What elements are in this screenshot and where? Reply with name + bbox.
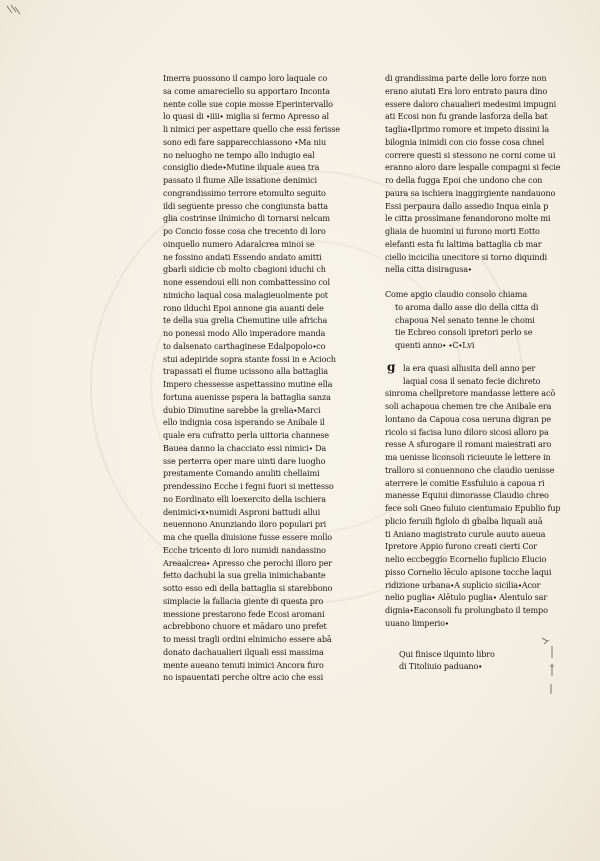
text-line: lo quasi di ∙iiii∙ miglia si fermo Apresso al [163, 111, 329, 122]
text-line: consiglio diede∙Mutine ilquale auea tra [163, 162, 320, 173]
guide-initial-letter: g [387, 359, 396, 374]
text-line: la era quasi allusita dell anno per [403, 362, 536, 373]
text-column-left [163, 72, 363, 684]
text-line: erano aiutati Era loro entrato paura dino [385, 85, 548, 96]
rubric-line: chapoua Nel senato tenne le chomi [395, 314, 535, 325]
text-line: prestamente Comando anuliti chellaimi [163, 468, 320, 479]
text-line: ati Ecosi non fu grande lasforza della bat [385, 111, 548, 122]
colophon-line: Qui finisce ilquinto libro [399, 648, 495, 659]
text-line: simplacie la fallacia giente di questa pro [163, 595, 324, 606]
text-line: manesse Equiui dimorasse Claudio chreo [385, 490, 549, 501]
text-line: oinquello numero Adaralcrea minoi se [163, 238, 315, 249]
chapter-rubric [385, 288, 585, 352]
text-line: no Eordinato elli loexercito della ischiera [163, 493, 326, 504]
text-line: passato il fiume Alle issatione denimici [163, 175, 317, 185]
text-line: sa come amareciello su apportaro Inconta [163, 85, 330, 96]
text-line: denimici∙x∙numidi Asproni battudi allui [163, 506, 321, 517]
rubric-line: tie Ecbreo consoli ipretori perlo se [395, 327, 533, 338]
text-line: taglia∙Ilprimo romore et impeto dissini la [385, 124, 549, 134]
text-line: gliaia de huomini ui furono morti Eotto [385, 226, 540, 236]
text-line: prendessino Ecche i fegni fuori si mettesso [163, 481, 334, 491]
text-line: le citta prossimane fenandorono molte mi [385, 213, 551, 224]
text-line: nimicho laqual cosa malagieuolmente pot [163, 289, 328, 300]
text-line: no ponessi modo Allo imperadore manda [163, 328, 326, 338]
text-line: none essendoui elli non combattessino col [163, 277, 330, 287]
text-line: ma uenisse liconsoli ricieuute le lettere in [385, 452, 551, 462]
text-line: fortuna auenisse pspera la battaglia sanza [163, 391, 331, 402]
text-line: lontano da Capoua cosa ueruna digran pe [385, 413, 551, 424]
text-line: fetto dachubi la sua grelia inimichabante [163, 570, 326, 581]
text-line: glia costrinse ilnimicho di tornarsi nelcam [163, 213, 330, 224]
chapter-paragraph [385, 359, 585, 630]
text-line: pisso Cornelio lēculo apisone tocche laqui [385, 566, 552, 577]
text-line: ti Aniano magistrato curule auuto aueua [385, 528, 546, 539]
text-line: Areaalcrea∙ Apresso che perochi illoro per [163, 557, 332, 568]
text-line: fece soli Gneo fuluio cientumaio Epublio fup [385, 503, 561, 513]
text-line: nelio eccbeggio Ecornelio fuplicio Elucio [385, 554, 547, 564]
text-line: ello indignia cosa isperando se Anibale il [163, 417, 325, 428]
text-line: paura sa ischiera inaggirgiente nandauono [385, 187, 556, 198]
colophon-line: di Titoliuio paduano∙ [399, 661, 483, 672]
text-line: ciello incicilia unecitore si torno diquindi [385, 251, 547, 262]
text-line: mente aueano tenuti inimici Ancora furo [163, 659, 324, 670]
text-line: Imerra puossono il campo loro laquale co [163, 73, 328, 83]
text-line: Bauea danno la chacciato essi nimici∙ Da [163, 442, 327, 453]
text-line: ridizione urbana∙A suplicio sicilia∙Acor [385, 579, 541, 590]
text-line: acbrebbono chuore et mādaro uno prefet [163, 621, 327, 632]
text-line: to messi tragli ordini elnimicho essere abā [163, 634, 332, 644]
corner-mark-icon [6, 4, 22, 16]
text-line: no ispauentati perche oltre acio che essi [163, 672, 324, 683]
text-line: aterrere le comitie Essfuluio a capoua ri [385, 477, 545, 488]
text-line: donato dachaualieri ilquali essi massima [163, 646, 324, 657]
margin-marks-icon [540, 636, 560, 696]
rubric-line: Come apgio claudio consolo chiama [385, 289, 528, 299]
text-line: no neluogho ne tempo allo indugio eal [163, 149, 315, 160]
text-line: ildi seguente presso che congiunsta batta [163, 200, 328, 211]
text-line: correre questi si stessono ne corni come ui [385, 149, 556, 160]
text-line: tralloro si conuennono che claudio uenisse [385, 464, 555, 475]
text-line: te della sua grelia Chemutine uile africha [163, 315, 328, 326]
text-line: ma che quella diuisione fusse essere mollo [163, 532, 332, 542]
text-line: po Concio fosse cosa che trecento di loro [163, 226, 326, 236]
text-line: Impero chessesse aspettassino mutine ella [163, 379, 333, 389]
text-line: dignia∙Eaconsoli fu prolungbato il tempo [385, 605, 548, 615]
text-line: dubio Dimutine sarebbe la grelia∙Marci [163, 404, 321, 415]
text-line: gbarli sidicie cb molto cbagioni iduchi ch [163, 264, 326, 275]
text-line: essere daloro chaualieri medesimi impugni [385, 98, 557, 109]
text-line: sse perterra oper mare uinti dare luogho [163, 455, 326, 466]
text-line: trapassati el fiume ucissono alla battaglia [163, 366, 328, 377]
text-line: ro della fugga Epoi che undono che con [385, 175, 543, 185]
text-line: congrandissimo terrore etomulto seguito [163, 187, 326, 198]
text-line: Ipretore Appio furono creati cierti Cor [385, 541, 537, 552]
text-line: sinroma chellpretore mandasse lettere acō [385, 388, 556, 399]
text-line: resse A sfurogare il romani maiestrati aro [385, 439, 552, 450]
text-line: rono ilduchi Epoi annone gia auanti dele [163, 302, 324, 313]
rubric-line: to aroma dallo asse dio della citta di [395, 301, 539, 312]
text-line: li nimici per aspettare quello che essi ferisse [163, 124, 340, 134]
text-line: Essi perpaura dallo assedio Inqua einla p [385, 200, 549, 211]
text-line: ne fossino andati Essendo andato amitti [163, 251, 322, 262]
text-line: to dalsenato carthaginese Edalpopolo∙co [163, 340, 326, 351]
text-line: bilognia inimidi con cio fosse cosa chnel [385, 136, 545, 147]
text-line: stui adepiride sopra stante fossi in e Acioch [163, 353, 336, 364]
text-line: messione prestarono fede Ecosi aromani [163, 608, 325, 619]
text-line: ricolo si facisa luno diloro sicosi alloro pa [385, 426, 549, 437]
text-line: neuennono Anunziando iloro populari pri [163, 519, 327, 530]
text-line: Ecche tricento di loro numidi nandassino [163, 544, 326, 555]
text-line: uuano limperio∙ [385, 617, 449, 628]
text-line: nelio puglia∙ Alētulo puglia∙ Alentulo sar [385, 592, 548, 603]
text-line: plicio feruili figlolo di gbalba liquali auā [385, 515, 543, 526]
text-line: di grandissima parte delle loro forze non [385, 73, 547, 83]
rubric-line: quenti anno∙ ∙C∙Lvi [395, 340, 475, 350]
text-line: laqual cosa il senato fecie dichreto [403, 375, 541, 386]
text-column-right [385, 72, 585, 673]
text-line: nente colle sue copie mosse Eperintervallo [163, 98, 333, 109]
text-line: sono edi fare sapparecchiassono ∙Ma niu [163, 136, 327, 147]
text-line: sotto esso edi della battaglia si starebbono [163, 583, 333, 593]
text-line: nella citta disiragusa∙ [385, 264, 472, 275]
text-line: soli achapoua chemen tre che Anibale era [385, 401, 552, 411]
text-line: eranno aloro dare lespalle compagni si fecie [385, 162, 561, 173]
text-line: quale era cufratto perla uittoria channese [163, 430, 329, 440]
text-line: elefanti esta fu laltima battaglia cb mar [385, 238, 542, 249]
right-column-text [385, 72, 585, 276]
